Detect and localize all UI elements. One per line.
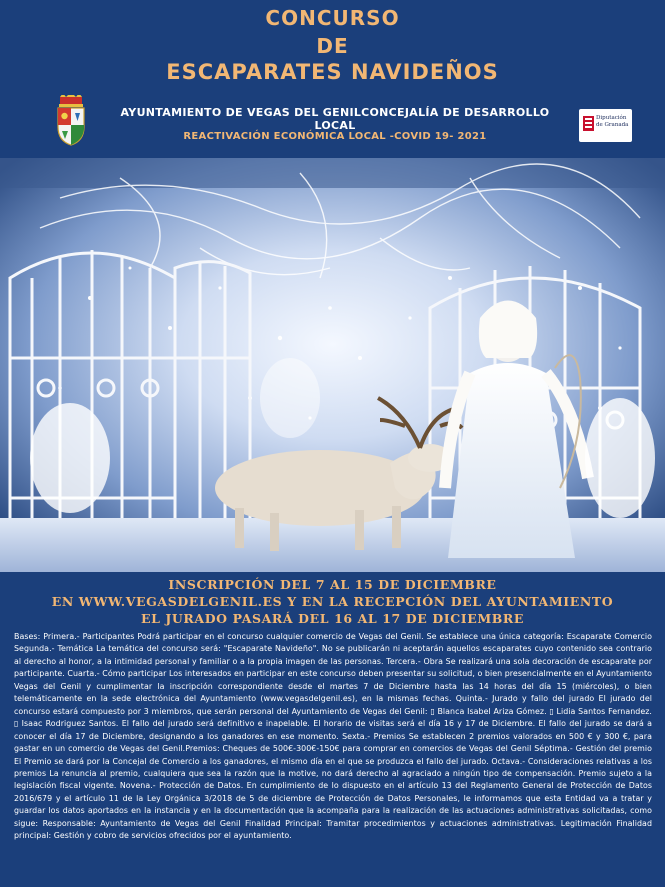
shop-window-photo bbox=[0, 158, 665, 572]
diputacion-line-2: de Granada bbox=[596, 121, 629, 128]
registration-places: EN WWW.VEGASDELGENIL.ES Y EN LA RECEPCIÓN DEL AYUNTAMIENTO bbox=[51, 594, 614, 609]
shop-window-illustration bbox=[0, 158, 665, 572]
jury-dates: EL JURADO PASARÁ DEL 16 AL 17 DE DICIEMBRE bbox=[140, 611, 525, 626]
diputacion-line-1: Diputación bbox=[596, 115, 627, 121]
organizer-line-1: AYUNTAMIENTO DE VEGAS DEL GENILCONCEJALÍA DE DESARROLLO LOCAL bbox=[120, 106, 550, 132]
header bbox=[0, 0, 665, 158]
title-line-3: ESCAPARATES NAVIDEÑOS bbox=[166, 60, 499, 84]
organizer-line-2: REACTIVACIÓN ECONÓMICA LOCAL -COVID 19- 2021 bbox=[183, 131, 487, 142]
diputacion-emblem-icon bbox=[583, 116, 594, 131]
title-line-2: DE bbox=[316, 34, 349, 58]
info-section bbox=[0, 572, 665, 887]
title-line-1: CONCURSO bbox=[265, 6, 400, 30]
coat-of-arms-icon bbox=[54, 95, 88, 147]
registration-dates: INSCRIPCIÓN DEL 7 AL 15 DE DICIEMBRE bbox=[168, 577, 497, 592]
diputacion-name bbox=[596, 115, 630, 128]
contest-rules-text: Bases: Primera.- Participantes Podrá participar en el concurso cualquier comercio de Vegas del Genil. Se establece una única categoría: Escaparate Comercio Segunda.- Temática La temática del concurso será: "Escaparate Navideño". No se publicarán ni aceptarán aquellos escaparates cuyo contenido sea contrario al derecho al honor, a la intimidad personal y familiar o a la propia imagen de las personas. Tercera.- Obra Se realizará una sola decoración de escaparate por participante. Cuarta.- Cómo participar Los interesados en participar en este concurso deben presentar su solicitud, o bien presencialmente en el Ayuntamiento Vegas del Genil y cumplimentar la inscripción correspondiente desde el martes 7 de Diciembre hasta las 14 horas del día 15 (miércoles), o bien telemáticamente en la sede electrónica del Ayuntamiento (www.vegasdelgenil.es), en la mismas fechas. Quinta.- Jurado y fallo del jurado El jurado del concurso estará compuesto por 3 miembros, que serán personal del Ayuntamiento de Vegas del Genil: ▯ Blanca Isabel Ariza Gómez. ▯ Lidia Santos Fernandez. ▯ Isaac Rodriguez Santos. El fallo del jurado será definitivo e inapelable. El horario de visitas será el día 16 y 17 de Diciembre. El fallo del jurado se dará a conocer el día 17 de Diciembre, designando a los ganadores en ese momento. Sexta.- Premios Se establecen 2 premios valorados en 500 € y 300 €, para gastar en un comercio de Vegas del Genil.Premios: Cheques de 500€-300€-150€ para comprar en comercios de Vegas del Genil Séptima.- Gestión del premio El Premio se dará por la Concejal de Comercio a los ganadores, el mismo día en el que se produzca el fallo del jurado. Octava.- Consideraciones relativas a los premios La renuncia al premio, cualquiera que sea la razón que la motive, no dará derecho al agraciado a ningún tipo de compensación. Premio sujeto a la legislación fiscal vigente. Novena.- Protección de Datos. En cumplimiento de lo dispuesto en el artículo 13 del Reglamento General de Protección de Datos 2016/679 y el artículo 11 de la Ley Orgánica 3/2018 de 5 de diciembre de Protección de Datos Personales, le informamos que esta Entidad va a tratar y guardar los datos aportados en la instancia y en la documentación que la acompaña para la realización de las actuaciones administrativas solicitadas, como sigue: Responsable: Ayuntamiento de Vegas del Genil Finalidad Principal: Tramitar procedimientos y actuaciones administrativas. Legitimación Finalidad principal: Gestión y cobro de servicios ofrecidos por el ayuntamiento. bbox=[14, 632, 652, 841]
diputacion-logo bbox=[579, 109, 632, 142]
